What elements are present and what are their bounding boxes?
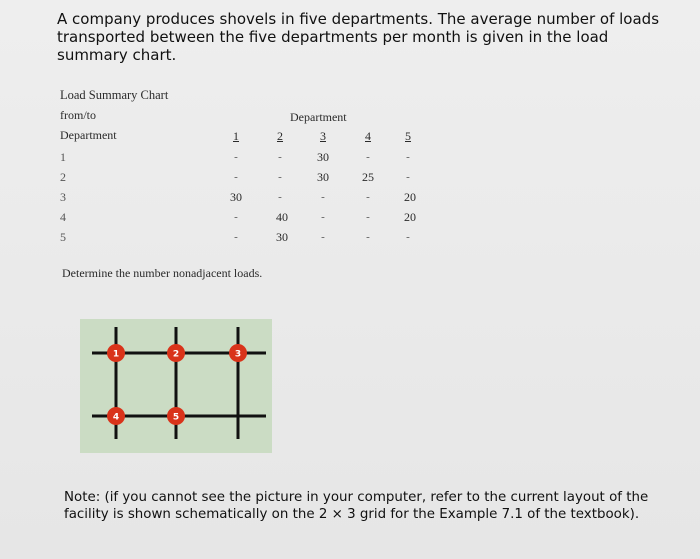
column-header: 2: [277, 129, 283, 143]
column-header: 3: [320, 129, 326, 143]
from-to-label: from/to: [60, 108, 96, 122]
table-cell: 30: [276, 230, 288, 244]
table-cell: -: [321, 211, 325, 223]
table-cell: -: [406, 171, 410, 183]
table-cell: -: [366, 191, 370, 203]
table-cell: 30: [317, 150, 329, 164]
determine-prompt: Determine the number nonadjacent loads.: [62, 266, 263, 280]
table-cell: -: [234, 211, 238, 223]
table-cell: 30: [317, 170, 329, 184]
node-2: [167, 344, 185, 362]
row-label: 5: [60, 230, 66, 244]
table-cell: -: [234, 231, 238, 243]
node-1: [107, 344, 125, 362]
column-department-header: Department: [290, 110, 347, 124]
table-cell: -: [321, 231, 325, 243]
row-label: 2: [60, 170, 66, 184]
node-3: [229, 344, 247, 362]
node-4: [107, 407, 125, 425]
table-cell: 25: [362, 170, 374, 184]
column-header: 5: [405, 129, 411, 143]
svg-text:3: 3: [234, 349, 242, 360]
facility-layout-figure: [80, 319, 272, 453]
node-5: [167, 407, 185, 425]
row-label: 4: [60, 210, 66, 224]
row-label: 3: [60, 190, 66, 204]
table-cell: -: [366, 231, 370, 243]
table-cell: -: [278, 191, 282, 203]
layout-grid-svg: [80, 319, 272, 453]
note-text: Note: (if you cannot see the picture in your computer, refer to the current layout of the facility is shown schematically on the 2 × 3 grid for the Example 7.1 of the textbook).: [64, 490, 649, 522]
table-cell: 40: [276, 210, 288, 224]
svg-text:5: 5: [172, 412, 180, 423]
table-cell: -: [321, 191, 325, 203]
column-header: 1: [233, 129, 239, 143]
table-cell: 30: [230, 190, 242, 204]
table-cell: 20: [404, 210, 416, 224]
question-text: A company produces shovels in five departments. The average number of loads transported between the five departments per month is given in the load summary chart.: [57, 10, 660, 64]
column-header: 4: [365, 129, 371, 143]
chart-title: Load Summary Chart: [60, 88, 169, 102]
table-cell: -: [278, 151, 282, 163]
svg-text:1: 1: [112, 349, 120, 360]
table-cell: -: [234, 171, 238, 183]
table-cell: -: [406, 231, 410, 243]
row-department-label: Department: [60, 128, 117, 142]
svg-text:4: 4: [112, 412, 120, 423]
table-cell: -: [366, 151, 370, 163]
svg-text:2: 2: [172, 349, 180, 360]
table-cell: -: [406, 151, 410, 163]
table-cell: 20: [404, 190, 416, 204]
row-label: 1: [60, 150, 66, 164]
table-cell: -: [366, 211, 370, 223]
table-cell: -: [278, 171, 282, 183]
table-cell: -: [234, 151, 238, 163]
